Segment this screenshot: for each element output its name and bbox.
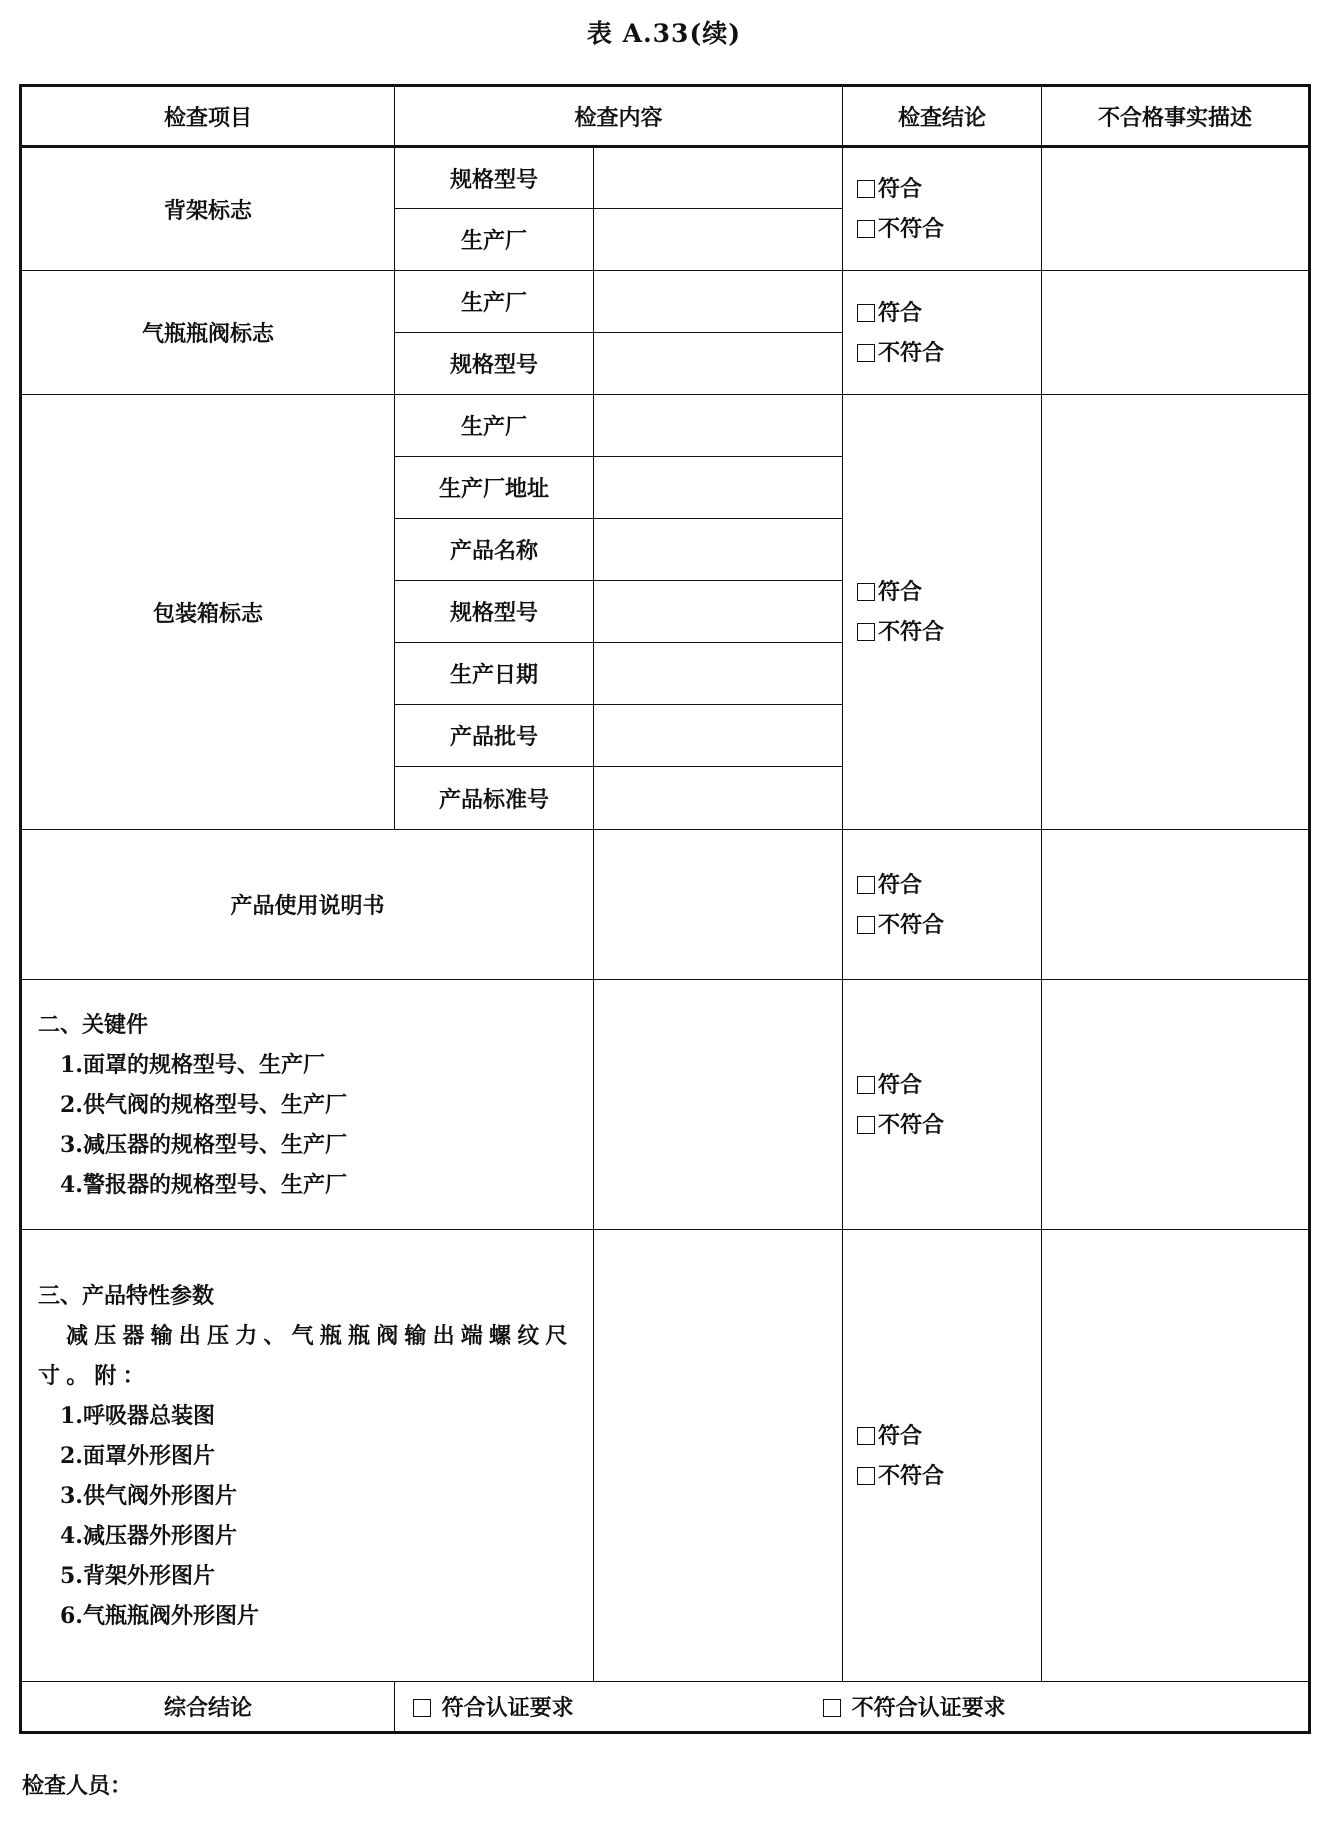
fail-label: 不符合 xyxy=(878,339,945,366)
pass-label: 符合 xyxy=(878,1422,923,1449)
checkbox[interactable] xyxy=(857,220,875,238)
checkbox[interactable] xyxy=(857,1116,875,1134)
fail-label: 不符合 xyxy=(878,1462,945,1489)
field-value[interactable] xyxy=(594,457,843,519)
nonconformity-cell[interactable] xyxy=(1042,830,1310,980)
final-options xyxy=(395,1682,1310,1733)
table-row xyxy=(21,1230,1310,1682)
conclusion-cell xyxy=(843,395,1042,830)
pass-option[interactable] xyxy=(857,293,1041,333)
checkbox[interactable] xyxy=(857,1467,875,1485)
table-row xyxy=(21,830,1310,980)
field-value[interactable] xyxy=(594,767,843,830)
fail-label: 不符合 xyxy=(878,1111,945,1138)
final-fail-option[interactable] xyxy=(823,1691,1006,1722)
final-label: 综合结论 xyxy=(21,1682,395,1733)
field-label: 规格型号 xyxy=(395,581,594,643)
list-item: 1.面罩的规格型号、生产厂 xyxy=(60,1051,325,1078)
header-check-item: 检查项目 xyxy=(21,86,395,147)
fail-option[interactable] xyxy=(857,612,1041,652)
pass-label: 符合 xyxy=(878,579,923,605)
checkbox[interactable] xyxy=(857,344,875,362)
list-item: 3.减压器的规格型号、生产厂 xyxy=(60,1131,347,1158)
conclusion-cell xyxy=(843,271,1042,395)
field-label: 产品标准号 xyxy=(395,767,594,830)
list-item: 3.供气阀外形图片 xyxy=(60,1482,237,1509)
inspector-label: 检查人员： xyxy=(22,1773,133,1799)
list-item: 2.供气阀的规格型号、生产厂 xyxy=(60,1091,347,1118)
table-row xyxy=(21,271,1310,333)
header-row xyxy=(21,86,1310,147)
pass-option[interactable] xyxy=(857,572,1041,612)
field-label: 生产厂 xyxy=(395,209,594,271)
list-item: 4.减压器外形图片 xyxy=(60,1522,237,1549)
fail-option[interactable] xyxy=(857,1105,1041,1145)
field-label: 产品名称 xyxy=(395,519,594,581)
fail-label: 不符合 xyxy=(878,216,945,242)
item-backframe: 背架标志 xyxy=(21,147,395,271)
field-value[interactable] xyxy=(594,395,843,457)
final-pass-label: 符合认证要求 xyxy=(441,1695,574,1721)
header-conclusion: 检查结论 xyxy=(843,86,1042,147)
conclusion-cell xyxy=(843,830,1042,980)
content-value[interactable] xyxy=(594,830,843,980)
pass-option[interactable] xyxy=(857,169,1041,209)
fail-label: 不符合 xyxy=(878,619,945,645)
key-parts-heading: 二、关键件 xyxy=(38,1011,149,1038)
table-title: 表 A.33(续) xyxy=(586,19,742,48)
checkbox[interactable] xyxy=(413,1699,431,1717)
fail-option[interactable] xyxy=(857,333,1041,373)
content-value[interactable] xyxy=(594,980,843,1230)
nonconformity-cell[interactable] xyxy=(1042,395,1310,830)
final-row xyxy=(21,1682,1310,1733)
checkbox[interactable] xyxy=(857,1427,875,1445)
checkbox[interactable] xyxy=(857,304,875,322)
fail-option[interactable] xyxy=(857,905,1041,945)
table-row xyxy=(21,395,1310,457)
pass-label: 符合 xyxy=(878,1071,923,1098)
pass-label: 符合 xyxy=(878,299,923,326)
key-parts-cell xyxy=(21,980,594,1230)
field-label: 规格型号 xyxy=(395,333,594,395)
table-row xyxy=(21,980,1310,1230)
nonconformity-cell[interactable] xyxy=(1042,147,1310,271)
checkbox[interactable] xyxy=(823,1699,841,1717)
field-label: 产品批号 xyxy=(395,705,594,767)
field-value[interactable] xyxy=(594,705,843,767)
fail-option[interactable] xyxy=(857,1456,1041,1496)
params-heading: 三、产品特性参数 xyxy=(38,1282,215,1309)
list-item: 2.面罩外形图片 xyxy=(60,1442,215,1469)
item-manual: 产品使用说明书 xyxy=(21,830,594,980)
field-value[interactable] xyxy=(594,643,843,705)
pass-option[interactable] xyxy=(857,1065,1041,1105)
pass-option[interactable] xyxy=(857,865,1041,905)
header-check-content: 检查内容 xyxy=(395,86,843,147)
field-value[interactable] xyxy=(594,271,843,333)
checkbox[interactable] xyxy=(857,1076,875,1094)
conclusion-cell xyxy=(843,1230,1042,1682)
field-label: 生产厂地址 xyxy=(395,457,594,519)
table-row xyxy=(21,147,1310,209)
field-label: 生产厂 xyxy=(395,271,594,333)
list-item: 1.呼吸器总装图 xyxy=(60,1402,215,1429)
list-item: 6.气瓶瓶阀外形图片 xyxy=(60,1602,259,1629)
field-value[interactable] xyxy=(594,581,843,643)
field-label: 规格型号 xyxy=(395,147,594,209)
nonconformity-cell[interactable] xyxy=(1042,980,1310,1230)
checkbox[interactable] xyxy=(857,916,875,934)
nonconformity-cell[interactable] xyxy=(1042,1230,1310,1682)
conclusion-cell xyxy=(843,980,1042,1230)
params-cell xyxy=(21,1230,594,1682)
field-label: 生产日期 xyxy=(395,643,594,705)
content-value[interactable] xyxy=(594,1230,843,1682)
checkbox[interactable] xyxy=(857,180,875,198)
pass-label: 符合 xyxy=(878,871,923,898)
fail-option[interactable] xyxy=(857,209,1041,249)
checkbox[interactable] xyxy=(857,623,875,641)
pass-option[interactable] xyxy=(857,1416,1041,1456)
header-nonconformity: 不合格事实描述 xyxy=(1042,86,1310,147)
final-pass-option[interactable] xyxy=(413,1691,823,1722)
field-value[interactable] xyxy=(594,209,843,271)
fail-label: 不符合 xyxy=(878,911,945,938)
inspection-table xyxy=(19,84,1311,1734)
field-value[interactable] xyxy=(594,333,843,395)
field-value[interactable] xyxy=(594,519,843,581)
nonconformity-cell[interactable] xyxy=(1042,271,1310,395)
checkbox[interactable] xyxy=(857,583,875,601)
list-item: 5.背架外形图片 xyxy=(60,1562,215,1589)
pass-label: 符合 xyxy=(878,176,923,202)
final-fail-label: 不符合认证要求 xyxy=(851,1695,1006,1721)
conclusion-cell xyxy=(843,147,1042,271)
field-value[interactable] xyxy=(594,147,843,209)
list-item: 4.警报器的规格型号、生产厂 xyxy=(60,1171,347,1198)
params-paragraph: 减压器输出压力、气瓶瓶阀输出端螺纹尺寸。附： xyxy=(38,1322,574,1389)
checkbox[interactable] xyxy=(857,876,875,894)
item-package: 包装箱标志 xyxy=(21,395,395,830)
field-label: 生产厂 xyxy=(395,395,594,457)
item-valve: 气瓶瓶阀标志 xyxy=(21,271,395,395)
